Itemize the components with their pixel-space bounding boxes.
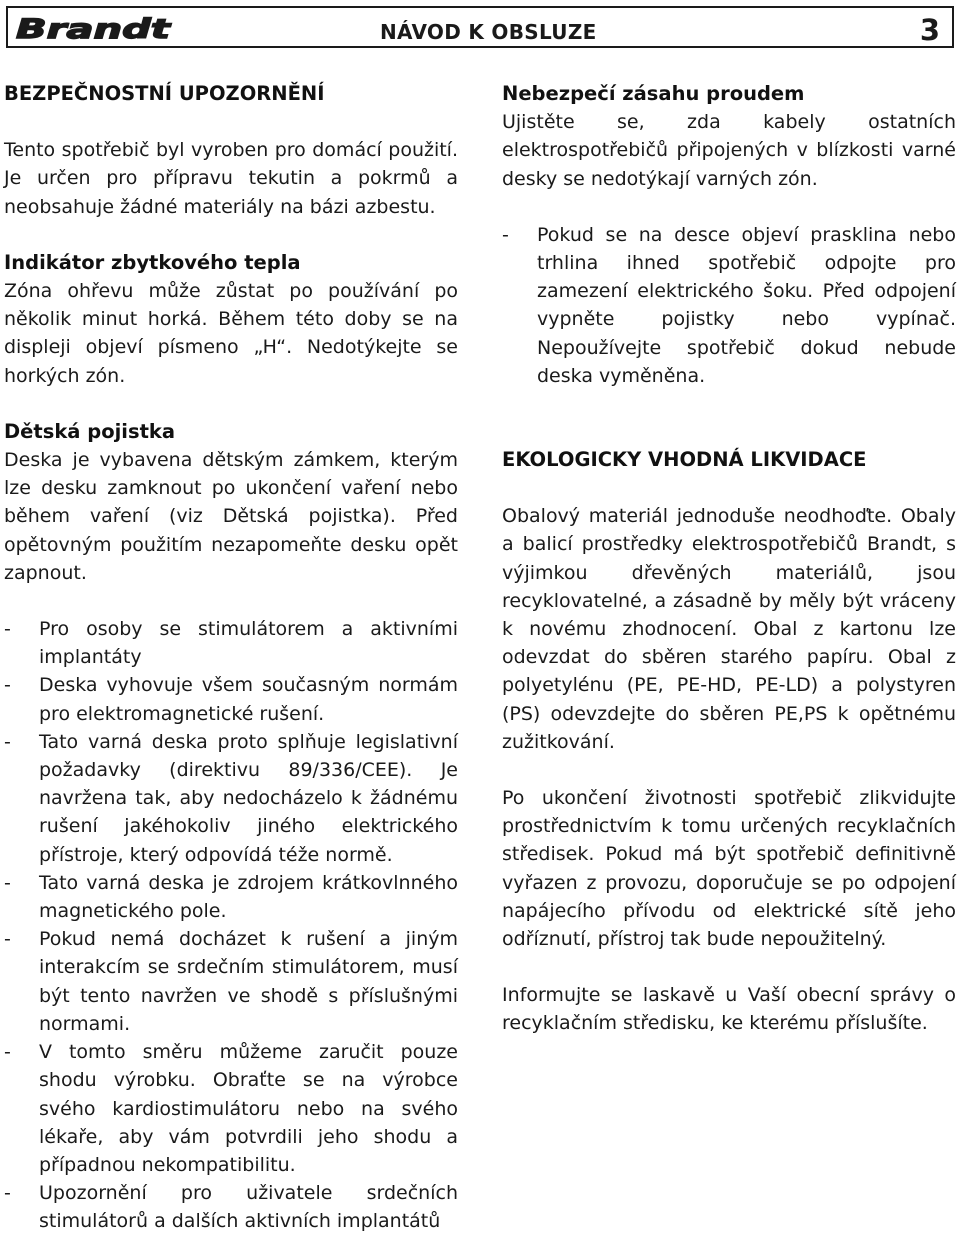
eco-paragraph: Obalový materiál jednoduše neodhoďte. Obaly a balicí prostředky elektrospotřebičů Brandt, s výjimkou dřevěných materiálů, jsou recyklovatelné, a zásadně by měly být vráceny k novému zhodnocení. Obal z kartonu lze odevzdat do sběren starého papíru. Obal z polyetylénu (PE, PE-HD, PE-LD) a polystyren (PS) odevzdejte do sběren PE,PS k opětnému zužitkování. bbox=[502, 505, 956, 753]
safety-heading: BEZPEČNOSTNÍ UPOZORNĚNÍ bbox=[4, 82, 325, 105]
right-column bbox=[502, 80, 956, 1038]
child-lock-text: Deska je vybavena dětským zámkem, kterým lze desku zamknout po ukončení vaření nebo během vaření (viz Dětská pojistka). Před opětovným použitím nezapomeňte desku opět zapnout. bbox=[4, 449, 458, 584]
list-item: - Pro osoby se stimulátorem a aktivními implantáty bbox=[4, 615, 458, 671]
left-column bbox=[4, 80, 458, 1236]
brandt-logo bbox=[14, 13, 174, 43]
list-item: - Upozornění pro uživatele srdečních stimulátorů a dalších aktivních implantátů bbox=[4, 1179, 458, 1235]
electric-shock-heading: Nebezpečí zásahu proudem bbox=[502, 82, 805, 105]
page-header bbox=[6, 6, 954, 48]
electric-bullet-list bbox=[502, 221, 956, 390]
svg-text:Brandt: Brandt bbox=[16, 14, 172, 43]
manual-title: NÁVOD K OBSLUZE bbox=[380, 20, 597, 44]
eco-paragraph: Informujte se laskavě u Vaší obecní správy o recyklačním středisku, ke kterému příslušíte. bbox=[502, 984, 956, 1035]
list-item: - Deska vyhovuje všem současným normám pro elektromagnetické rušení. bbox=[4, 671, 458, 727]
residual-heat-text: Zóna ohřevu může zůstat po používání po několik minut horká. Během této doby se na displeji objeví písmeno „H“. Nedotýkejte se horkých zón. bbox=[4, 280, 458, 387]
page-number: 3 bbox=[919, 13, 940, 47]
eco-paragraph: Po ukončení životnosti spotřebič zlikvidujte prostřednictvím k tomu určených recyklačních středisek. Pokud má být spotřebič definitivně vyřazen z provozu, doporučuje se po odpojení napájecího přívodu od elektrické sítě jeho odříznutí, přístroj tak bude nepoužitelný. bbox=[502, 787, 956, 951]
electric-shock-text: Ujistěte se, zda kabely ostatních elektrospotřebičů připojených v blízkosti varné desky se nedotýkají varných zón. bbox=[502, 111, 956, 190]
list-item: - Tato varná deska proto splňuje legislativní požadavky (direktivu 89/336/CEE). Je navržena tak, aby nedocházelo k žádnému rušení jakéhokoliv jiného elektrického přístroje, který odpovídá téže normě. bbox=[4, 728, 458, 869]
list-item: - Pokud nemá docházet k rušení a jiným interakcím se srdečním stimulátorem, musí být tento navržen ve shodě s příslušnými normami. bbox=[4, 925, 458, 1038]
safety-bullet-list bbox=[4, 615, 458, 1235]
list-item: - Tato varná deska je zdrojem krátkovlnného magnetického pole. bbox=[4, 869, 458, 925]
safety-text: Tento spotřebič byl vyroben pro domácí použití. Je určen pro přípravu tekutin a pokrmů a neobsahuje žádné materiály na bázi azbestu. bbox=[4, 139, 458, 218]
residual-heat-heading: Indikátor zbytkového tepla bbox=[4, 250, 301, 274]
list-item: - Pokud se na desce objeví prasklina nebo trhlina ihned spotřebič odpojte pro zamezení elektrického šoku. Před odpojení vypněte pojistky nebo vypínač. Nepoužívejte spotřebič dokud nebude deska vyměněna. bbox=[502, 221, 956, 390]
eco-disposal-heading: EKOLOGICKY VHODNÁ LIKVIDACE bbox=[502, 448, 867, 472]
list-item: - V tomto směru můžeme zaručit pouze shodu výrobku. Obraťte se na výrobce svého kardiostimulátoru nebo na svého lékaře, aby vám potvrdili jeho shodu a případnou nekompatibilitu. bbox=[4, 1038, 458, 1179]
child-lock-heading: Dětská pojistka bbox=[4, 419, 176, 443]
